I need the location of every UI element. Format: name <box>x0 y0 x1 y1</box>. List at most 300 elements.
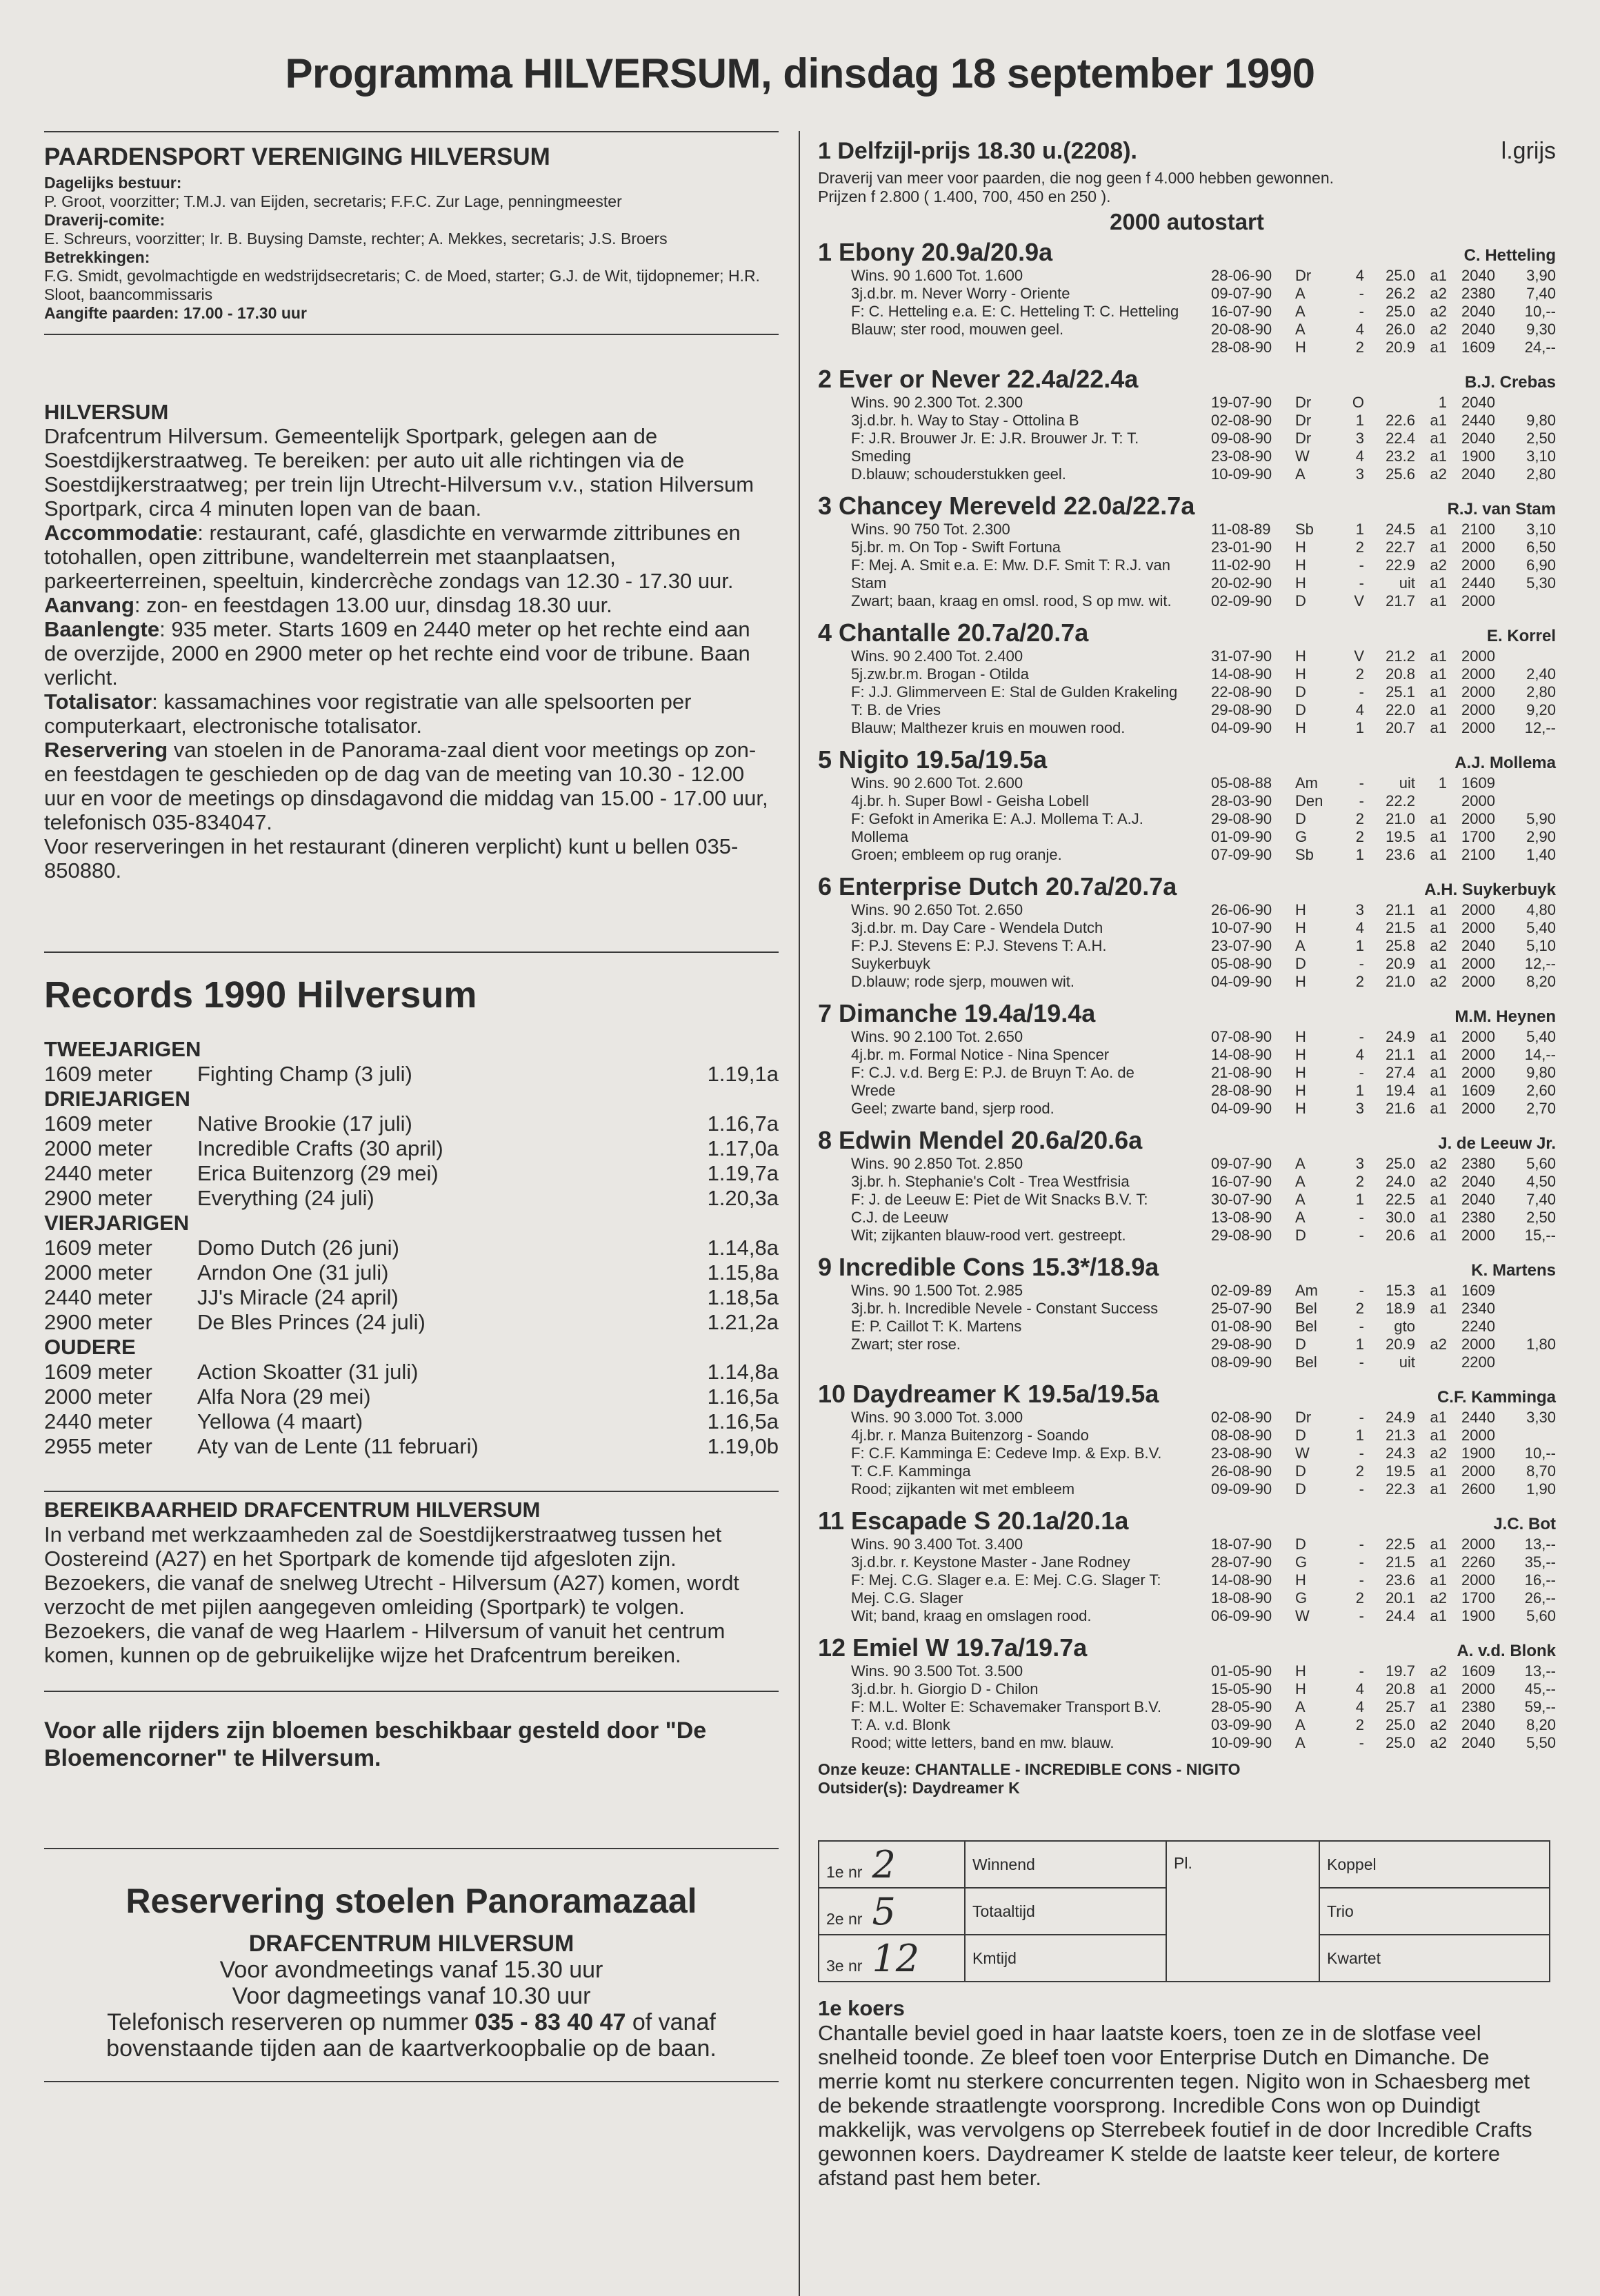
form-row <box>1211 1282 1556 1300</box>
form-row <box>1211 303 1556 321</box>
horse-info-line: 3j.d.br. h. Way to Stay - Ottolina B <box>851 412 1079 429</box>
form-cell: Dr <box>1295 1409 1312 1426</box>
form-cell: 4 <box>1355 447 1364 465</box>
form-cell: H <box>1295 647 1306 665</box>
form-cell: a2 <box>1430 1662 1447 1680</box>
form-cell: 2 <box>1355 339 1364 356</box>
form-cell: A <box>1295 1716 1306 1733</box>
form-row <box>1211 973 1556 991</box>
horse-info-line: 4j.br. h. Super Bowl - Geisha Lobell <box>851 792 1089 809</box>
form-row <box>1211 846 1556 864</box>
form-cell: 2040 <box>1461 430 1495 447</box>
horse-info-line: 5j.zw.br.m. Brogan - Otilda <box>851 665 1029 683</box>
form-cell: Dr <box>1295 394 1312 411</box>
horse-info-line: Wins. 90 3.000 Tot. 3.000 <box>851 1409 1023 1426</box>
record-horse: Arndon One (31 juli) <box>197 1260 389 1285</box>
record-distance: 2440 meter <box>44 1285 152 1309</box>
form-cell: 1 <box>1355 846 1364 863</box>
horse-body <box>818 1155 1556 1245</box>
horse-form <box>1211 1282 1556 1371</box>
form-cell: Sb <box>1295 846 1314 863</box>
form-cell: 2000 <box>1461 556 1495 574</box>
horse-info-line: Wins. 90 2.400 Tot. 2.400 <box>851 647 1023 665</box>
divider <box>44 334 779 335</box>
form-row <box>1211 1680 1556 1698</box>
form-row <box>1211 321 1556 339</box>
form-cell: 28-08-90 <box>1211 1082 1272 1099</box>
record-row <box>44 1111 779 1136</box>
horse-info-line: 3j.br. h. Stephanie's Colt - Trea Westfrisia <box>851 1173 1130 1190</box>
record-horse: De Bles Princes (24 juli) <box>197 1310 426 1334</box>
form-cell: 21.0 <box>1386 810 1415 827</box>
form-cell: - <box>1359 792 1364 809</box>
form-cell: 2040 <box>1461 321 1495 338</box>
horse-body <box>818 267 1556 356</box>
form-cell <box>1415 1318 1447 1336</box>
form-cell: 19-07-90 <box>1211 394 1272 411</box>
form-cell: 20.7 <box>1386 719 1415 736</box>
koers-title: 1e koers <box>818 1996 905 2020</box>
form-cell: 29-08-90 <box>1211 1227 1272 1244</box>
form-cell: 2,50 <box>1526 1209 1556 1226</box>
form-cell: 2000 <box>1461 1427 1495 1444</box>
record-row <box>44 1360 779 1384</box>
form-cell: a1 <box>1430 1680 1447 1698</box>
record-distance: 1609 meter <box>44 1360 152 1384</box>
form-cell: 19.5 <box>1386 828 1415 845</box>
form-row <box>1211 1336 1556 1353</box>
form-cell: 10-07-90 <box>1211 919 1272 936</box>
horse-info-line: Geel; zwarte band, sjerp rood. <box>851 1100 1054 1117</box>
form-cell: a2 <box>1430 1716 1447 1733</box>
form-cell: 27.4 <box>1386 1064 1415 1081</box>
form-cell: 22.5 <box>1386 1191 1415 1208</box>
form-cell: uit <box>1399 1353 1415 1371</box>
form-cell: 02-08-90 <box>1211 1409 1272 1426</box>
form-cell: 23-07-90 <box>1211 937 1272 954</box>
form-cell: 1 <box>1355 1336 1364 1353</box>
form-cell: - <box>1359 1535 1364 1553</box>
form-cell: 4 <box>1355 267 1364 284</box>
form-cell: 20.6 <box>1386 1227 1415 1244</box>
horse-entry <box>818 365 1556 483</box>
bestuur-label: Betrekkingen: <box>44 248 150 266</box>
bestuur-label: Dagelijks bestuur: <box>44 174 182 192</box>
form-row <box>1211 267 1556 285</box>
horse-info-line: E: P. Caillot T: K. Martens <box>851 1318 1022 1335</box>
form-cell: H <box>1295 1100 1306 1117</box>
horse-info-line: T: B. de Vries <box>851 701 941 718</box>
horse-info-line: F: C.F. Kamminga E: Cedeve Imp. & Exp. B.V. <box>851 1444 1162 1462</box>
form-cell: 1,80 <box>1526 1336 1556 1353</box>
form-cell: 24.3 <box>1386 1444 1415 1462</box>
form-cell: 2,40 <box>1526 665 1556 683</box>
form-cell: 29-08-90 <box>1211 1336 1272 1353</box>
form-cell: 2100 <box>1461 521 1495 538</box>
record-distance: 1609 meter <box>44 1111 152 1136</box>
horse-name: 10 Daydreamer K 19.5a/19.5a <box>818 1380 1159 1408</box>
form-cell: - <box>1359 1227 1364 1244</box>
form-cell: H <box>1295 719 1306 736</box>
horse-body <box>818 394 1556 483</box>
form-cell: - <box>1359 955 1364 972</box>
form-cell: W <box>1295 447 1310 465</box>
form-cell: 25-07-90 <box>1211 1300 1272 1317</box>
form-cell: 25.0 <box>1386 1734 1415 1751</box>
form-cell: 5,10 <box>1526 937 1556 954</box>
record-distance: 2000 meter <box>44 1260 152 1285</box>
form-cell: 2 <box>1355 538 1364 556</box>
record-row <box>44 1384 779 1409</box>
form-cell: - <box>1359 1571 1364 1589</box>
bet-third[interactable]: 3e nr 12 <box>819 1935 965 1982</box>
outsider: Outsider(s): Daydreamer K <box>818 1779 1020 1797</box>
form-cell: 16-07-90 <box>1211 1173 1272 1190</box>
form-cell: 21-08-90 <box>1211 1064 1272 1081</box>
form-cell <box>1415 1353 1447 1371</box>
horse-info-line: Zwart; baan, kraag en omsl. rood, S op mw. wit. <box>851 592 1172 610</box>
horse-info-line: Wins. 90 750 Tot. 2.300 <box>851 521 1010 538</box>
record-time: 1.21,2a <box>707 1310 779 1334</box>
form-cell: 01-09-90 <box>1211 828 1272 845</box>
horse-info-line: 5j.br. m. On Top - Swift Fortuna <box>851 538 1061 556</box>
form-cell: a2 <box>1430 937 1447 954</box>
form-cell: 2000 <box>1461 955 1495 972</box>
record-group: OUDERE <box>44 1335 136 1359</box>
form-cell: 8,20 <box>1526 973 1556 990</box>
form-cell: - <box>1359 556 1364 574</box>
form-cell: 2,90 <box>1526 828 1556 845</box>
form-cell: - <box>1359 1064 1364 1081</box>
record-horse: Domo Dutch (26 juni) <box>197 1236 399 1260</box>
form-cell: Am <box>1295 1282 1318 1299</box>
form-row <box>1211 285 1556 303</box>
horse-header <box>818 365 1556 394</box>
records-title: Records 1990 Hilversum <box>44 974 477 1016</box>
form-cell: D <box>1295 955 1306 972</box>
form-cell: 24.0 <box>1386 1173 1415 1190</box>
horse-info-line: Wit; zijkanten blauw-rood vert. gestreept. <box>851 1227 1126 1244</box>
form-cell: A <box>1295 937 1306 954</box>
horse-info <box>818 774 1211 864</box>
form-cell <box>1495 394 1556 412</box>
form-cell: H <box>1295 556 1306 574</box>
horse-body <box>818 1028 1556 1118</box>
form-cell: 2440 <box>1461 1409 1495 1426</box>
form-cell: 08-09-90 <box>1211 1353 1272 1371</box>
form-cell: 2040 <box>1461 303 1495 320</box>
form-cell: 25.0 <box>1386 1155 1415 1172</box>
form-row <box>1211 1607 1556 1625</box>
form-cell: 2380 <box>1461 1209 1495 1226</box>
form-cell: 2380 <box>1461 1698 1495 1715</box>
form-cell: 9,20 <box>1526 701 1556 718</box>
form-cell: 25.0 <box>1386 1716 1415 1733</box>
horse-trainer: E. Korrel <box>1486 627 1556 645</box>
form-row <box>1211 1064 1556 1082</box>
form-cell: a1 <box>1430 1028 1447 1045</box>
form-cell: 20.1 <box>1386 1589 1415 1607</box>
form-row <box>1211 701 1556 719</box>
form-cell: D <box>1295 810 1306 827</box>
horse-info-line: F: C. Hetteling e.a. E: C. Hetteling T: C. Hetteling <box>851 303 1179 320</box>
form-cell: 3,30 <box>1526 1409 1556 1426</box>
form-cell: 14-08-90 <box>1211 1046 1272 1063</box>
form-cell: 21.3 <box>1386 1427 1415 1444</box>
bet-second[interactable]: 2e nr 5 <box>819 1888 965 1935</box>
form-cell: 20-02-90 <box>1211 574 1272 592</box>
horse-info-line: Blauw; Malthezer kruis en mouwen rood. <box>851 719 1126 736</box>
form-cell: 2 <box>1355 1300 1364 1317</box>
form-cell: 20.8 <box>1386 1680 1415 1698</box>
form-cell: 3,10 <box>1526 521 1556 538</box>
kmtijd-label: Kmtijd <box>965 1935 1166 1982</box>
form-cell: 1609 <box>1461 339 1495 356</box>
horse-info-line: 3j.d.br. m. Day Care - Wendela Dutch <box>851 919 1103 936</box>
form-cell: a1 <box>1430 665 1447 683</box>
form-cell: - <box>1359 1480 1364 1498</box>
form-cell: - <box>1359 1607 1364 1624</box>
horse-info-line: F: J. de Leeuw E: Piet de Wit Snacks B.V. T: <box>851 1191 1148 1208</box>
form-cell: 04-09-90 <box>1211 973 1272 990</box>
koers-text: Chantalle beviel goed in haar laatste koers, toen ze in de slotfase veel snelheid toonde. Ze bleef toen voor Enterprise Dutch en Dimanche. De merrie komt nu sterkere concurrenten tegen. Nigito won in Schaesberg met de bekende straatlengte voorsprong. Incredible Cons won op Duindigt makkelijk, was vervolgens op Sterrebeek foutief in de door Incredible Crafts gewonnen koers. Daydreamer K stelde de laatste keer teleur, de kortere afstand past hem beter. <box>818 2021 1532 2190</box>
form-cell: 26.0 <box>1386 321 1415 338</box>
form-cell: 18.9 <box>1386 1300 1415 1317</box>
form-cell: uit <box>1399 574 1415 592</box>
form-cell: a1 <box>1430 919 1447 936</box>
form-row <box>1211 1553 1556 1571</box>
form-cell: H <box>1295 665 1306 683</box>
form-cell: O <box>1352 394 1364 411</box>
horse-info-line: D.blauw; schouderstukken geel. <box>851 465 1066 483</box>
form-cell: a1 <box>1430 810 1447 827</box>
form-cell: 1609 <box>1461 1082 1495 1099</box>
horse-info-line: T: C.F. Kamminga <box>851 1462 971 1480</box>
form-row <box>1211 1209 1556 1227</box>
form-cell: a1 <box>1430 1227 1447 1244</box>
race-prizes: Prijzen f 2.800 ( 1.400, 700, 450 en 250 ). <box>818 188 1111 205</box>
form-cell: 25.0 <box>1386 267 1415 284</box>
horse-info-line: D.blauw; rode sjerp, mouwen wit. <box>851 973 1075 990</box>
form-cell: 15-05-90 <box>1211 1680 1272 1698</box>
form-row <box>1211 1227 1556 1245</box>
form-cell: 5,60 <box>1526 1155 1556 1172</box>
form-cell: A <box>1295 303 1306 320</box>
record-row <box>44 1260 779 1285</box>
winnend-label: Winnend <box>965 1841 1166 1888</box>
record-horse: Erica Buitenzorg (29 mei) <box>197 1161 439 1185</box>
form-cell: 29-08-90 <box>1211 810 1272 827</box>
form-cell: 3 <box>1355 1155 1364 1172</box>
bloemen-note: Voor alle rijders zijn bloemen beschikbaar gesteld door "De Bloemencorner" te Hilversum. <box>44 1718 707 1771</box>
form-cell: D <box>1295 1462 1306 1480</box>
form-cell: 21.7 <box>1386 592 1415 610</box>
form-cell: - <box>1359 574 1364 592</box>
form-cell: 4 <box>1355 321 1364 338</box>
form-cell: 59,-- <box>1524 1698 1556 1715</box>
form-cell: H <box>1295 1662 1306 1680</box>
form-row <box>1211 901 1556 919</box>
form-cell: 13-08-90 <box>1211 1209 1272 1226</box>
form-row <box>1211 1698 1556 1716</box>
plaats-label: Pl. <box>1166 1841 1319 1982</box>
form-cell: 30.0 <box>1386 1209 1415 1226</box>
horse-info-line: 4j.br. r. Manza Buitenzorg - Soando <box>851 1427 1089 1444</box>
form-cell: 2000 <box>1461 647 1495 665</box>
horse-form <box>1211 1535 1556 1625</box>
form-cell: 2000 <box>1461 1680 1495 1698</box>
form-cell: 1 <box>1355 412 1364 429</box>
form-row <box>1211 1028 1556 1046</box>
form-cell: 9,80 <box>1526 1064 1556 1081</box>
form-cell: 25.7 <box>1386 1698 1415 1715</box>
form-cell: - <box>1359 303 1364 320</box>
form-cell: 4 <box>1355 1680 1364 1698</box>
form-cell: 2 <box>1355 828 1364 845</box>
form-cell: 5,30 <box>1526 574 1556 592</box>
form-cell: a2 <box>1430 556 1447 574</box>
form-cell: 2000 <box>1461 683 1495 701</box>
form-cell: 4,80 <box>1526 901 1556 918</box>
form-cell: a1 <box>1430 1427 1447 1444</box>
bet-first[interactable]: 1e nr 2 <box>819 1841 965 1888</box>
form-cell: 4 <box>1355 701 1364 718</box>
form-cell: 07-09-90 <box>1211 846 1272 863</box>
form-cell: D <box>1295 683 1306 701</box>
horse-info-line: F: P.J. Stevens E: P.J. Stevens T: A.H. <box>851 937 1107 954</box>
record-time: 1.16,5a <box>707 1409 779 1433</box>
form-cell: 15,-- <box>1524 1227 1556 1244</box>
form-cell: 19.5 <box>1386 1462 1415 1480</box>
hilversum-intro: Drafcentrum Hilversum. Gemeentelijk Sportpark, gelegen aan de Soestdijkerstraatweg. Te bereiken: per auto uit alle richtingen via de Soestdijkerstraatweg; per trein lijn Utrecht-Hilversum v.v., station Hilversum Sportpark, circa 4 minuten lopen van de baan. <box>44 424 754 521</box>
form-cell: a2 <box>1430 285 1447 302</box>
form-cell: 9,80 <box>1526 412 1556 429</box>
form-cell: 19.7 <box>1386 1662 1415 1680</box>
form-cell: Bel <box>1295 1353 1317 1371</box>
horse-body <box>818 901 1556 991</box>
form-cell: 1900 <box>1461 1444 1495 1462</box>
form-cell: 21.5 <box>1386 919 1415 936</box>
form-row <box>1211 1571 1556 1589</box>
form-row <box>1211 1662 1556 1680</box>
form-row <box>1211 774 1556 792</box>
form-cell: - <box>1359 1028 1364 1045</box>
form-cell: D <box>1295 1535 1306 1553</box>
form-cell: Bel <box>1295 1318 1317 1335</box>
form-cell: 10-09-90 <box>1211 465 1272 483</box>
record-distance: 2900 meter <box>44 1186 152 1210</box>
record-distance: 2440 meter <box>44 1409 152 1433</box>
horse-name: 11 Escapade S 20.1a/20.1a <box>818 1507 1129 1535</box>
form-cell: 3,90 <box>1526 267 1556 284</box>
form-cell: 1 <box>1355 1082 1364 1099</box>
divider <box>44 1491 779 1492</box>
horse-info-line: Wins. 90 3.400 Tot. 3.400 <box>851 1535 1023 1553</box>
horse-info-line: C.J. de Leeuw <box>851 1209 948 1226</box>
horse-info-line: F: C.J. v.d. Berg E: P.J. de Bruyn T: Ao. de <box>851 1064 1134 1081</box>
form-cell: 2440 <box>1461 412 1495 429</box>
form-cell: a1 <box>1430 955 1447 972</box>
form-cell: 2 <box>1355 665 1364 683</box>
horse-form <box>1211 1662 1556 1752</box>
form-cell: a1 <box>1430 412 1447 429</box>
form-cell: a1 <box>1430 592 1447 610</box>
form-row <box>1211 412 1556 430</box>
form-cell: 2,80 <box>1526 683 1556 701</box>
horse-info <box>818 1155 1211 1245</box>
divider <box>44 2081 779 2082</box>
form-row <box>1211 683 1556 701</box>
horse-trainer: A.H. Suykerbuyk <box>1424 880 1556 899</box>
horse-body <box>818 1535 1556 1625</box>
form-cell: 2000 <box>1461 719 1495 736</box>
divider <box>44 1848 779 1849</box>
form-cell: 24.5 <box>1386 521 1415 538</box>
horse-name: 3 Chancey Mereveld 22.0a/22.7a <box>818 492 1195 520</box>
record-distance: 2000 meter <box>44 1136 152 1160</box>
form-cell: gto <box>1394 1318 1415 1335</box>
form-cell: - <box>1359 1553 1364 1571</box>
form-cell: 28-07-90 <box>1211 1553 1272 1571</box>
form-cell: 1609 <box>1461 774 1495 792</box>
record-horse: Alfa Nora (29 mei) <box>197 1384 371 1409</box>
bet-second-value: 5 <box>872 1889 896 1933</box>
form-cell: G <box>1295 1589 1308 1607</box>
form-cell: a1 <box>1430 574 1447 592</box>
form-cell: a1 <box>1430 1698 1447 1715</box>
form-cell <box>1495 1318 1556 1336</box>
form-cell: 02-09-90 <box>1211 592 1272 610</box>
form-cell: 10,-- <box>1524 303 1556 320</box>
reservering: Reservering van stoelen in de Panorama-zaal dient voor meetings op zon- en feestdagen te geschieden op de dag van de meeting van 10.30 - 12.00 uur en voor de meetings op dinsdagavond die middag van 15.00 - 17.00 uur, telefonisch 035-834047. <box>44 738 768 834</box>
form-cell: 16-07-90 <box>1211 303 1272 320</box>
form-cell: 2000 <box>1461 1028 1495 1045</box>
record-distance: 1609 meter <box>44 1062 152 1086</box>
form-cell: 16,-- <box>1524 1571 1556 1589</box>
form-cell: 14-08-90 <box>1211 665 1272 683</box>
form-cell: 1 <box>1355 1427 1364 1444</box>
form-cell: 30-07-90 <box>1211 1191 1272 1208</box>
horse-info-line: Wins. 90 1.500 Tot. 2.985 <box>851 1282 1023 1299</box>
form-cell: 28-03-90 <box>1211 792 1272 809</box>
onze-keuze: Onze keuze: CHANTALLE - INCREDIBLE CONS - NIGITO <box>818 1760 1241 1778</box>
horse-trainer: J.C. Bot <box>1493 1515 1556 1533</box>
form-row <box>1211 538 1556 556</box>
horse-info-line: Blauw; ster rood, mouwen geel. <box>851 321 1064 338</box>
divider <box>44 951 779 953</box>
horse-info-line: Wins. 90 2.650 Tot. 2.650 <box>851 901 1023 918</box>
form-cell: 24.4 <box>1386 1607 1415 1624</box>
record-horse: Fighting Champ (3 juli) <box>197 1062 412 1086</box>
form-cell: - <box>1359 774 1364 792</box>
horse-info-line: Wit; band, kraag en omslagen rood. <box>851 1607 1092 1624</box>
form-row <box>1211 1191 1556 1209</box>
form-cell: 2000 <box>1461 973 1495 990</box>
form-row <box>1211 719 1556 737</box>
form-row <box>1211 955 1556 973</box>
form-cell: 2 <box>1355 973 1364 990</box>
form-cell: 28-08-90 <box>1211 339 1272 356</box>
form-row <box>1211 647 1556 665</box>
form-cell: A <box>1295 1191 1306 1208</box>
form-cell: a1 <box>1430 1100 1447 1117</box>
form-cell: H <box>1295 1082 1306 1099</box>
form-cell: a2 <box>1430 1155 1447 1172</box>
form-cell: A <box>1295 1734 1306 1751</box>
form-row <box>1211 1046 1556 1064</box>
record-horse: JJ's Miracle (24 april) <box>197 1285 399 1309</box>
form-cell: a1 <box>1430 1571 1447 1589</box>
